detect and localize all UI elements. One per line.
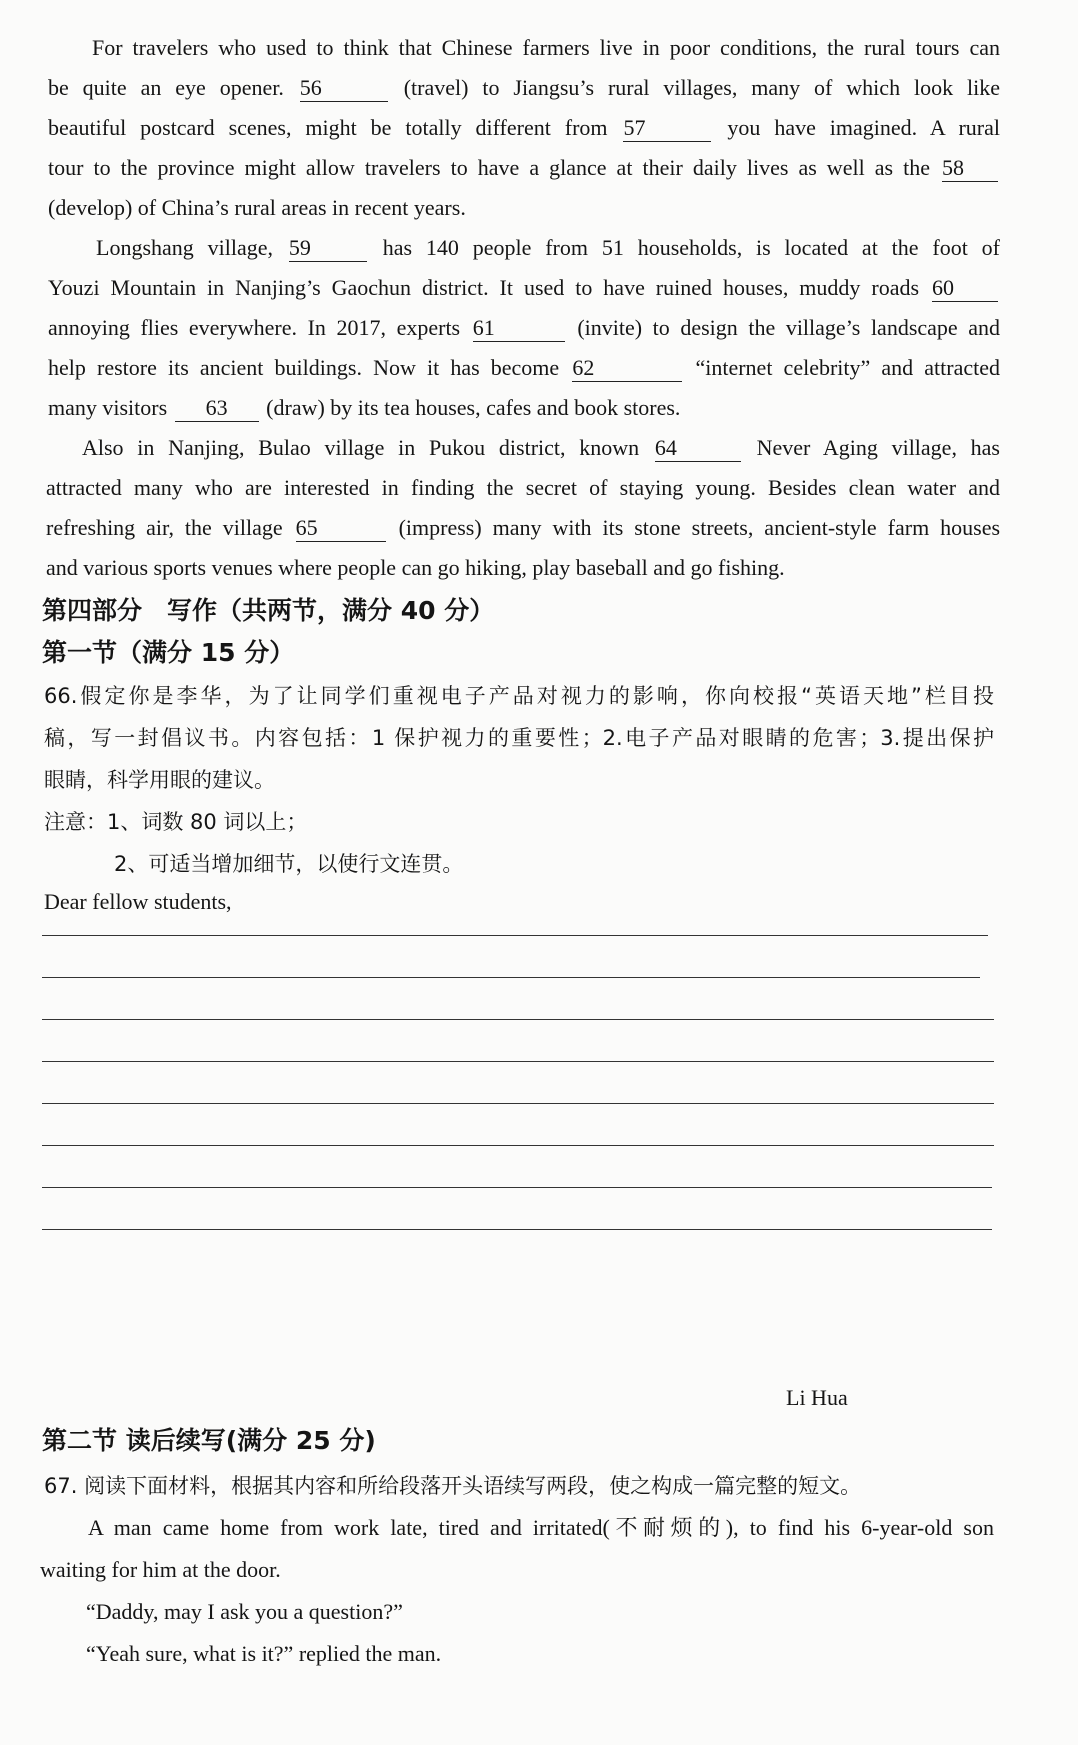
q67-line: waiting for him at the door.	[40, 1557, 281, 1582]
passage-line: be quite an eye opener. 56 (travel) to Jiangsu’s rural villages, many of which look like	[48, 75, 1000, 100]
q66-line: 稿，写一封倡议书。内容包括：1 保护视力的重要性；2.电子产品对眼睛的危害；3.提出保护	[44, 726, 994, 750]
blank-59: 59	[289, 235, 367, 262]
writing-line[interactable]	[42, 1103, 994, 1104]
q66-line: 66.假定你是李华，为了让同学们重视电子产品对视力的影响，你向校报“英语天地”栏目投	[44, 684, 994, 708]
passage-line: attracted many who are interested in finding the secret of staying young. Besides clean water and	[46, 475, 1000, 500]
blank-65: 65	[296, 515, 386, 542]
writing-line[interactable]	[42, 935, 988, 936]
passage-line: For travelers who used to think that Chinese farmers live in poor conditions, the rural tours can	[92, 35, 1000, 60]
writing-line[interactable]	[42, 1187, 992, 1188]
q66-line: 眼睛，科学用眼的建议。	[44, 768, 275, 792]
q67-line: “Daddy, may I ask you a question?”	[86, 1599, 403, 1624]
passage-line: beautiful postcard scenes, might be totally different from 57 you have imagined. A rural	[48, 115, 1001, 140]
writing-line[interactable]	[42, 1229, 992, 1230]
passage-line: tour to the province might allow travelers to have a glance at their daily lives as well as the 58	[48, 152, 1000, 184]
part4-title: 第四部分 写作（共两节，满分 40 分）	[42, 596, 495, 625]
blank-64: 64	[655, 435, 741, 462]
writing-line[interactable]	[42, 1061, 994, 1062]
q67-instruction: 67. 阅读下面材料，根据其内容和所给段落开头语续写两段，使之构成一篇完整的短文。	[44, 1474, 862, 1498]
blank-58: 58	[942, 155, 998, 182]
passage-line: and various sports venues where people can go hiking, play baseball and go fishing.	[46, 555, 785, 580]
blank-60: 60	[932, 275, 998, 302]
q67-line: “Yeah sure, what is it?” replied the man.	[86, 1641, 442, 1666]
passage-line: many visitors 63 (draw) by its tea houses, cafes and book stores.	[48, 395, 681, 420]
section1-title: 第一节（满分 15 分）	[42, 638, 295, 667]
passage-line: Youzi Mountain in Nanjing’s Gaochun district. It used to have ruined houses, muddy roads 60	[48, 272, 1000, 304]
section2-title: 第二节 读后续写(满分 25 分)	[42, 1426, 376, 1455]
writing-line[interactable]	[42, 1019, 994, 1020]
passage-line: annoying flies everywhere. In 2017, experts 61 (invite) to design the village’s landscape and	[48, 315, 1001, 340]
passage-line: refreshing air, the village 65 (impress) many with its stone streets, ancient-style farm houses	[46, 515, 1001, 540]
q66-note: 注意：1、词数 80 词以上；	[44, 810, 308, 834]
blank-62: 62	[572, 355, 682, 382]
blank-61: 61	[473, 315, 565, 342]
writing-line[interactable]	[42, 977, 980, 978]
blank-57: 57	[623, 115, 711, 142]
passage-line: Also in Nanjing, Bulao village in Pukou district, known 64 Never Aging village, has	[82, 435, 1000, 460]
salutation: Dear fellow students,	[44, 889, 232, 914]
passage-line: (develop) of China’s rural areas in recent years.	[48, 195, 466, 220]
q67-line: A man came home from work late, tired and irritated(不耐烦的), to find his 6-year-old son	[88, 1515, 994, 1540]
q66-note: 2、可适当增加细节，以使行文连贯。	[114, 852, 464, 876]
blank-63: 63	[175, 395, 259, 422]
passage-line: help restore its ancient buildings. Now it has become 62 “internet celebrity” and attracted	[48, 355, 1001, 380]
signature: Li Hua	[786, 1385, 848, 1410]
writing-line[interactable]	[42, 1145, 994, 1146]
blank-56: 56	[300, 75, 388, 102]
passage-line: Longshang village, 59 has 140 people from 51 households, is located at the foot of	[96, 235, 1001, 260]
